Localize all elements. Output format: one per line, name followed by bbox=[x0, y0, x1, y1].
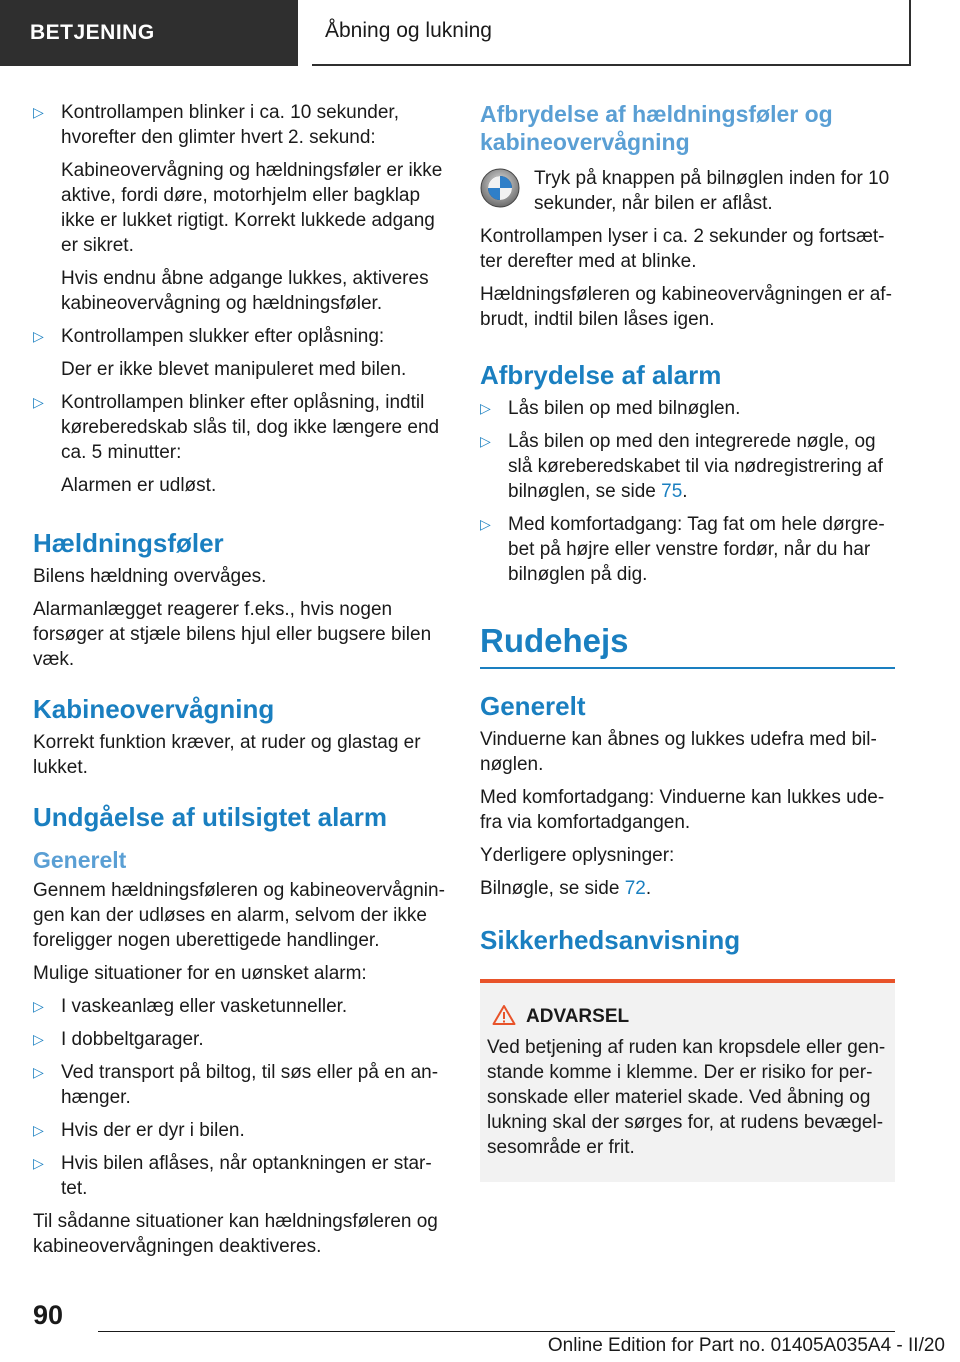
page-link-72[interactable]: 72 bbox=[624, 878, 646, 899]
paragraph: Bilnøgle, se side 72. bbox=[480, 878, 652, 899]
warning-triangle-icon bbox=[492, 1004, 516, 1026]
indicator-list bbox=[33, 100, 445, 498]
list-item: ▷ Lås bilen op med den integrerede nøgle, og slå køreberedskabet til via nødregistrering af bilnøglen, se side 75. bbox=[480, 429, 895, 504]
warning-title: ADVARSEL bbox=[487, 1003, 887, 1031]
list-item-detail: Kabineovervågning og hældningsføler er ikke aktive, fordi døre, motorhjelm eller bagklap ikke er lukket rigtigt. Korrekt lukkede adgang er sikret. bbox=[61, 160, 443, 256]
page-link-75[interactable]: 75 bbox=[661, 481, 683, 502]
section-title: BETJENING bbox=[0, 0, 298, 66]
paragraph: Mulige situationer for en uønsket alarm: bbox=[33, 963, 367, 984]
paragraph: Alarmanlægget reagerer f.eks., hvis nogen forsøger at stjæle bilens hjul eller bugsere bilen væk. bbox=[33, 599, 432, 670]
key-instruction bbox=[480, 166, 895, 216]
windows-general-heading: Generelt bbox=[480, 691, 586, 721]
page-number: 90 bbox=[33, 1300, 64, 1330]
list-item: ▷ I dobbeltgarager. bbox=[33, 1027, 445, 1052]
list-item: ▷ Hvis bilen aflåses, når optankningen er startet. bbox=[33, 1151, 445, 1201]
key-instruction-text: Tryk på knappen på bilnøglen inden for 10 sekunder, når bilen er aflåst. bbox=[534, 168, 890, 214]
left-column bbox=[33, 100, 445, 1267]
tilt-sensor-heading: Hældningsføler bbox=[33, 528, 224, 558]
list-item: ▷ Lås bilen op med bilnøglen. bbox=[480, 396, 895, 421]
list-item: ▷ Kontrollampen blinker efter oplåsning, indtil køreberedskab slås til, dog ikke længere end ca. 5 minutter: Alarmen er udløst. bbox=[33, 390, 445, 498]
list-item: ▷ I vaskeanlæg eller vasketunneller. bbox=[33, 994, 445, 1019]
warning-box bbox=[480, 979, 895, 1182]
list-item-detail: Alarmen er udløst. bbox=[61, 475, 217, 496]
cabin-monitoring-heading: Kabineovervågning bbox=[33, 694, 275, 724]
windows-heading: Rudehejs bbox=[480, 621, 895, 669]
list-item-detail: Der er ikke blevet manipuleret med bilen. bbox=[61, 359, 407, 380]
paragraph: Korrekt funktion kræver, at ruder og glastag er lukket. bbox=[33, 732, 421, 778]
list-item: ▷ Hvis der er dyr i bilen. bbox=[33, 1118, 445, 1143]
paragraph: Hældningsføleren og kabineovervågningen er afbrudt, indtil bilen låses igen. bbox=[480, 284, 892, 330]
avoid-false-alarm-heading: Undgåelse af utilsigtet alarm bbox=[33, 802, 387, 832]
paragraph: Kontrollampen lyser i ca. 2 sekunder og fortsætter derefter med at blinke. bbox=[480, 226, 885, 272]
list-item-detail: Hvis endnu åbne adgange lukkes, aktiveres kabineovervågning og hældningsføler. bbox=[61, 268, 429, 314]
edition-note: Online Edition for Part no. 01405A035A4 - II/20 bbox=[547, 1335, 945, 1356]
paragraph: Gennem hældningsføleren og kabineovervågningen kan der udløses en alarm, selvom der ikke foreligger nogen uberettigede handlinger. bbox=[33, 880, 445, 951]
list-item: ▷ Kontrollampen blinker i ca. 10 sekunder, hvorefter den glimter hvert 2. sekund: Kabineovervågning og hældningsføler er ikke aktive, fordi døre, motorhjelm eller bagklap ikke er lukket rigtigt. Korrekt lukkede adgang er sikret. Hvis endnu åbne adgange lukkes, aktiveres kabineovervågning og hældningsføler. bbox=[33, 100, 445, 316]
bmw-key-fob-icon bbox=[480, 168, 520, 208]
alarm-stop-list bbox=[480, 396, 895, 587]
paragraph: Yderligere oplysninger: bbox=[480, 845, 675, 866]
interrupt-sensors-heading: Afbrydelse af hældningsføler og kabineovervågning bbox=[480, 101, 833, 155]
list-item: ▷ Med komfortadgang: Tag fat om hele dørgrebet på højre eller venstre fordør, når du har bilnøglen på dig. bbox=[480, 512, 895, 587]
right-column bbox=[480, 100, 895, 1182]
situations-list bbox=[33, 994, 445, 1201]
list-item: ▷ Kontrollampen slukker efter oplåsning: Der er ikke blevet manipuleret med bilen. bbox=[33, 324, 445, 382]
paragraph: Vinduerne kan åbnes og lukkes udefra med bilnøglen. bbox=[480, 729, 877, 775]
safety-heading: Sikkerhedsanvisning bbox=[480, 925, 741, 955]
general-subheading: Generelt bbox=[33, 847, 127, 873]
page-header bbox=[0, 0, 960, 66]
list-item: ▷ Ved transport på biltog, til søs eller på en anhænger. bbox=[33, 1060, 445, 1110]
warning-text: Ved betjening af ruden kan kropsdele eller genstande komme i klemme. Der er risiko for personskade eller materiel skade. Ved åbning og lukning skal der sørges for, at rudens bevægelsesområde er frit. bbox=[487, 1037, 886, 1158]
paragraph: Til sådanne situationer kan hældningsføleren og kabineovervågningen deaktiveres. bbox=[33, 1211, 438, 1257]
paragraph: Bilens hældning overvåges. bbox=[33, 566, 267, 587]
footer-divider bbox=[98, 1331, 895, 1332]
chapter-title: Åbning og lukning bbox=[312, 0, 911, 66]
interrupt-alarm-heading: Afbrydelse af alarm bbox=[480, 360, 722, 390]
paragraph: Med komfortadgang: Vinduerne kan lukkes udefra via komfortadgangen. bbox=[480, 787, 885, 833]
